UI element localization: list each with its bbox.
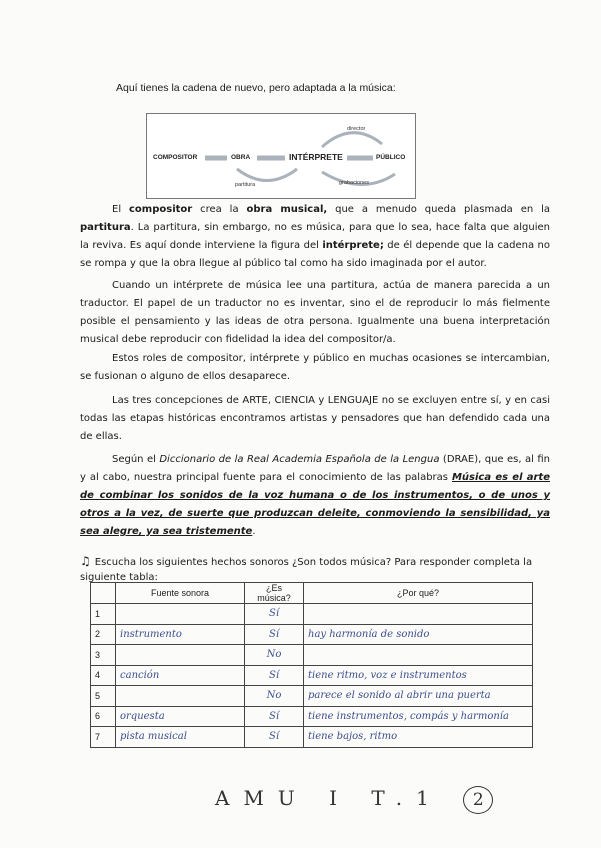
- row-number: 5: [91, 686, 116, 707]
- row-fuente[interactable]: instrumento: [116, 624, 245, 645]
- header-fuente: Fuente sonora: [116, 583, 245, 604]
- row-number: 6: [91, 706, 116, 727]
- paragraph-intercambio: Estos roles de compositor, intérprete y público en muchas ocasiones se intercambian, se fusionan o alguno de ellos desaparece.: [80, 353, 550, 382]
- diagram-obra: OBRA: [231, 154, 251, 161]
- paragraph-roles: El compositor crea la obra musical, que a menudo queda plasmada en la partitura. La partitura, sin embargo, no es música, para que lo sea, hace falta que alguien la reviva. Es aquí donde interviene la figura del intérprete; de él depende que la cadena no se rompa y que la obra llegue al público tal como ha sido imaginada por el autor.: [80, 204, 550, 269]
- music-note-icon: ♫: [80, 554, 91, 568]
- row-number: 3: [91, 645, 116, 666]
- row-es-musica[interactable]: Sí: [245, 727, 304, 748]
- table-row: [91, 624, 533, 645]
- handwritten-footer: [215, 786, 493, 814]
- row-number: 1: [91, 604, 116, 625]
- header-es-musica: ¿Es música?: [245, 583, 304, 604]
- row-number: 7: [91, 727, 116, 748]
- header-por-que: ¿Por qué?: [304, 583, 533, 604]
- footer-text: AMU I T.1: [215, 786, 443, 810]
- header-number: [91, 583, 116, 604]
- row-fuente[interactable]: canción: [116, 665, 245, 686]
- row-es-musica[interactable]: Sí: [245, 624, 304, 645]
- row-fuente[interactable]: pista musical: [116, 727, 245, 748]
- table-row: [91, 645, 533, 666]
- table-row: [91, 604, 533, 625]
- intro-text: Aquí tienes la cadena de nuevo, pero adaptada a la música:: [116, 82, 396, 94]
- table-row: [91, 665, 533, 686]
- row-es-musica[interactable]: No: [245, 686, 304, 707]
- row-number: 2: [91, 624, 116, 645]
- row-number: 4: [91, 665, 116, 686]
- row-fuente[interactable]: [116, 645, 245, 666]
- row-por-que[interactable]: [304, 645, 533, 666]
- table-row: [91, 727, 533, 748]
- table-header-row: [91, 583, 533, 604]
- row-es-musica[interactable]: Sí: [245, 665, 304, 686]
- arrow-partitura: [237, 169, 297, 181]
- table-row: [91, 686, 533, 707]
- row-fuente[interactable]: orquesta: [116, 706, 245, 727]
- circled-number: 2: [463, 786, 493, 814]
- row-fuente[interactable]: [116, 604, 245, 625]
- row-por-que[interactable]: tiene bajos, ritmo: [304, 727, 533, 748]
- row-por-que[interactable]: tiene instrumentos, compás y harmonía: [304, 706, 533, 727]
- row-es-musica[interactable]: Sí: [245, 604, 304, 625]
- arrow-director: [322, 133, 382, 147]
- paragraph-drae: Según el Diccionario de la Real Academia Española de la Lengua (DRAE), que es, al fin y al cabo, nuestra principal fuente para el conocimiento de las palabras Música es el arte de combinar los sonidos de la voz humana o de los instrumentos, o de unos y otros a la vez, de suerte que produzcan deleite, conmoviendo la sensibilidad, ya sea alegre, ya sea tristemente.: [80, 454, 551, 537]
- row-por-que[interactable]: parece el sonido al abrir una puerta: [304, 686, 533, 707]
- diagram-director: director: [347, 126, 366, 132]
- paragraph-traductor: Cuando un intérprete de música lee una partitura, actúa de manera parecida a un traductor. El papel de un traductor no es inventar, sino el de reproducir lo más fielmente posible el pensamiento y las ideas de otra persona. Igualmente una buena interpretación musical debe reproducir con fidelidad la idea del compositor/a.: [80, 280, 550, 345]
- row-fuente[interactable]: [116, 686, 245, 707]
- diagram-partitura: partitura: [235, 182, 256, 188]
- listening-instruction: ♫ Escucha los siguientes hechos sonoros ¿Son todos música? Para responder completa la siguiente tabla:: [80, 554, 533, 583]
- row-por-que[interactable]: [304, 604, 533, 625]
- sound-sources-table: [90, 582, 533, 748]
- row-es-musica[interactable]: No: [245, 645, 304, 666]
- diagram-interprete: INTÉRPRETE: [289, 152, 343, 162]
- paragraph-concepciones: Las tres concepciones de ARTE, CIENCIA y LENGUAJE no se excluyen entre sí, y en casi todas las etapas históricas encontramos artistas y pensadores que han defendido cada una de ellas.: [80, 395, 550, 442]
- diagram-publico: PÚBLICO: [376, 154, 406, 161]
- music-chain-diagram: [146, 113, 416, 199]
- diagram-compositor: COMPOSITOR: [153, 154, 198, 161]
- row-por-que[interactable]: hay harmonía de sonido: [304, 624, 533, 645]
- row-es-musica[interactable]: Sí: [245, 706, 304, 727]
- table-row: [91, 706, 533, 727]
- diagram-grabaciones: grabaciones: [339, 180, 369, 186]
- row-por-que[interactable]: tiene ritmo, voz e instrumentos: [304, 665, 533, 686]
